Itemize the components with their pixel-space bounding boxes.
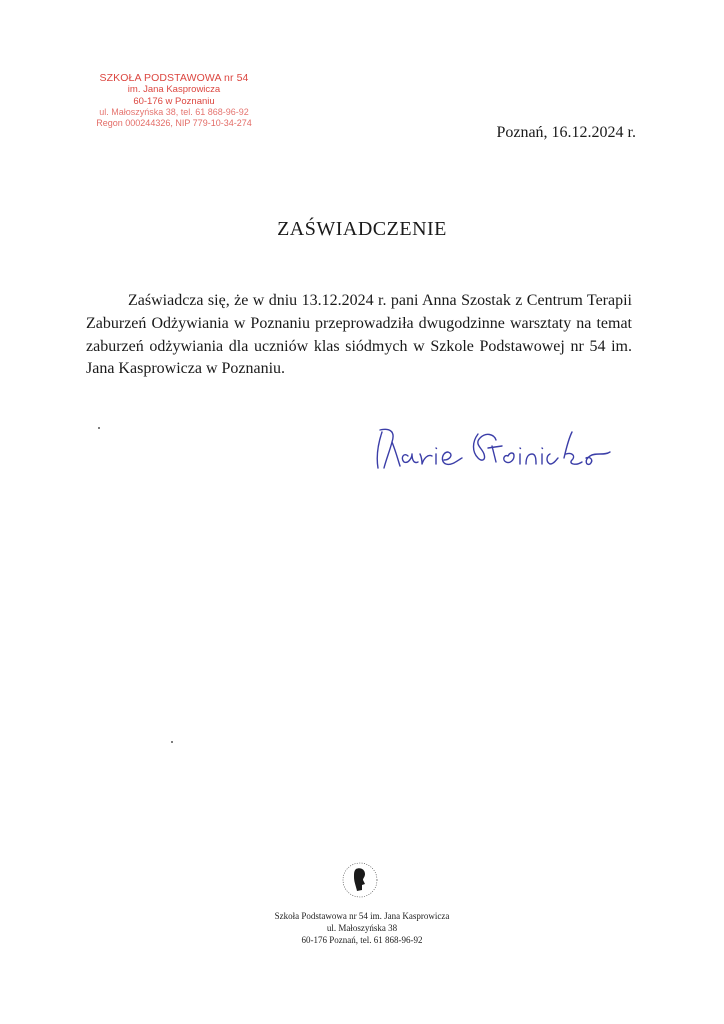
- document-date: Poznań, 16.12.2024 r.: [496, 124, 636, 141]
- stamp-line-patron: im. Jana Kasprowicza: [127, 84, 221, 96]
- stamp-line-address: ul. Małoszyńska 38, tel. 61 868-96-92: [99, 106, 249, 117]
- scan-speck: [171, 741, 173, 743]
- document-footer: [0, 910, 724, 946]
- document-title: ZAŚWIADCZENIE: [277, 218, 447, 240]
- stamp-line-ids: Regon 000244326, NIP 779-10-34-274: [96, 118, 252, 129]
- school-emblem-icon: [340, 860, 380, 900]
- footer-city-phone: 60-176 Poznań, tel. 61 868-96-92: [301, 935, 423, 945]
- stamp-line-school: SZKOŁA PODSTAWOWA nr 54: [99, 72, 249, 84]
- footer-street: ul. Małoszyńska 38: [326, 923, 398, 933]
- school-stamp: [84, 73, 264, 129]
- stamp-line-city: 60-176 w Poznaniu: [133, 95, 215, 107]
- document-body: Zaświadcza się, że w dniu 13.12.2024 r. pani Anna Szostak z Centrum Terapii Zaburzeń Odżywiania w Poznaniu przeprowadziła dwugodzinne warsztaty na temat zaburzeń odżywiania dla uczniów klas siódmych w Szkole Podstawowej nr 54 im. Jana Kasprowicza w Poznaniu.: [86, 292, 632, 378]
- scan-speck: [98, 427, 100, 429]
- handwritten-signature: [368, 416, 618, 480]
- footer-school-name: Szkoła Podstawowa nr 54 im. Jana Kasprowicza: [274, 911, 450, 921]
